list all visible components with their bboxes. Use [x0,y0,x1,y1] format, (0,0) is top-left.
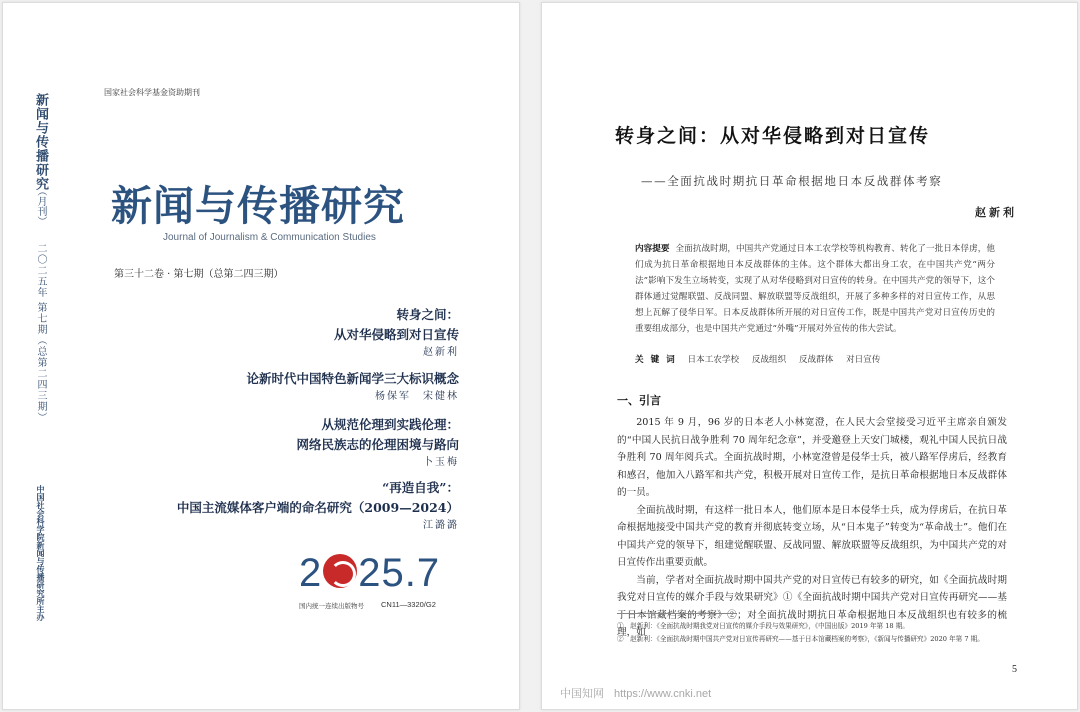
journal-cover-page [2,2,520,710]
keyword: 日本工农学校 [687,355,740,365]
cnki-watermark [560,685,711,701]
toc-title-line: 网络民族志的伦理困境与路向 [296,437,459,452]
cover-english-title: Journal of Journalism & Communication Studies [163,232,376,243]
keyword: 反战组织 [751,355,787,365]
body-paragraph: 当前，学者对全面抗战时期中国共产党的对日宣传已有较多的研究，如《全面抗战时期我党对日宣传的媒介手段与效果研究》①《全面抗战时期中国共产党对日宣传再研究——基于日本馆藏档案的考察》②；对全面抗战时期抗日革命根据地日本反战组织也有较多的梳理，如 [617,574,1007,638]
abstract-label: 内容提要 [635,244,670,254]
footnotes [617,620,1007,646]
section-heading: 一、引言 [617,394,661,407]
year-rest: 25.7 [358,551,441,595]
toc-entry[interactable] [177,478,459,533]
issn-label: 国内统一连续出版物号 [299,602,364,610]
issue-year [299,551,440,596]
spine-sponsor-label: 中国社会科学院新闻与传播研究所主办 [36,485,45,621]
page-number: 5 [1012,664,1017,675]
body-paragraph: 2015 年 9 月，96 岁的日本老人小林宽澄，在人民大会堂接受习近平主席亲自颁发的“中国人民抗日战争胜利 70 周年纪念章”，并受邀登上天安门城楼，观礼中国人民抗日战争胜利 70 周年阅兵式。全面抗战时期，小林宽澄曾是侵华士兵，被八路军俘虏后，经教育和感召，他加入八路军和共产党，积极开展对日宣传工作，是抗日革命根据地日本反战群体的一员。 [617,417,1007,498]
toc-author: 江潞潞 [423,520,459,531]
keyword: 反战群体 [798,355,834,365]
toc-entry[interactable] [334,305,459,360]
article-subtitle: ——全面抗战时期抗日革命根据地日本反战群体考察 [641,174,943,188]
toc-author: 杨保军 宋健林 [375,391,459,402]
journal-logo-icon [323,554,357,588]
spine-issue-label: 二〇二五年 第七期（总第二四三期） [35,243,46,424]
watermark-url[interactable]: https://www.cnki.net [614,688,712,700]
volume-label: 第三十二卷 · 第七期（总第二四三期） [114,269,284,280]
year-digit: 2 [299,551,323,595]
toc-title-line: 论新时代中国特色新闻学三大标识概念 [246,371,459,386]
spine-journal-title: 新闻与传播研究 [33,93,48,191]
watermark-brand: 中国知网 [560,687,604,700]
footnote: ① 赵新利：《全面抗战时期我党对日宣传的媒介手段与效果研究》，《中国出版》2019 年第 18 期。 [617,622,909,630]
footnote-divider [617,613,737,614]
footnote: ② 赵新利：《全面抗战时期中国共产党对日宣传再研究——基于日本馆藏档案的考察》，《新闻与传播研究》2020 年第 7 期。 [617,635,984,643]
fund-label: 国家社会科学基金资助期刊 [104,88,200,97]
abstract-text: 全面抗战时期，中国共产党通过日本工农学校等机构教育、转化了一批日本俘虏，他们成为抗日革命根据地日本反战群体的主体。这个群体大都出身工农，在中国共产党“两分法”影响下发生立场转变，实现了从对华侵略到对日宣传的转身。在中国共产党的领导下，这个群体通过觉醒联盟、反战同盟、解放联盟等反战组织，开展了多种多样的对日宣传工作，从思想上瓦解了侵华日军。日本反战群体所开展的对日宣传工作，既是中国共产党对日宣传历史的重要组成部分，也是中国共产党通过“外嘴”开展对外宣传的伟大尝试。 [635,244,995,334]
article-author: 赵新利 [975,206,1017,219]
keyword: 对日宣传 [846,355,881,365]
spine-monthly-label: （月刊） [35,186,46,226]
toc-title-line: 转身之间： [396,307,459,322]
body-paragraph: 全面抗战时期，有这样一批日本人，他们原本是日本侵华士兵，成为俘虏后，在抗日革命根据地接受中国共产党的教育并彻底转变立场，从“日本鬼子”转变为“革命战士”。他们在中国共产党的领导下，组建觉醒联盟、反战同盟、解放联盟等反战组织，为中国共产党的对日宣传作出重要贡献。 [617,504,1007,568]
abstract [635,241,995,337]
article-page [541,2,1078,710]
keywords [635,353,995,365]
article-body [617,414,1007,642]
toc-title-line: “再造自我”： [382,480,459,495]
toc-title-line: 从规范伦理到实践伦理： [321,417,459,432]
cover-title: 新闻与传播研究 [111,182,405,230]
toc-author: 卜玉梅 [423,457,459,468]
toc-title-line: 中国主流媒体客户端的命名研究（2009—2024） [176,500,459,515]
toc-title-line: 从对华侵略到对日宣传 [333,327,459,342]
toc-author: 赵新利 [423,347,459,358]
keywords-label: 关 键 词 [635,355,677,365]
toc-entry[interactable] [296,415,459,470]
article-title: 转身之间：从对华侵略到对日宣传 [615,125,931,147]
issn-value: CN11—3320/G2 [381,600,436,609]
toc-entry[interactable] [246,369,459,404]
